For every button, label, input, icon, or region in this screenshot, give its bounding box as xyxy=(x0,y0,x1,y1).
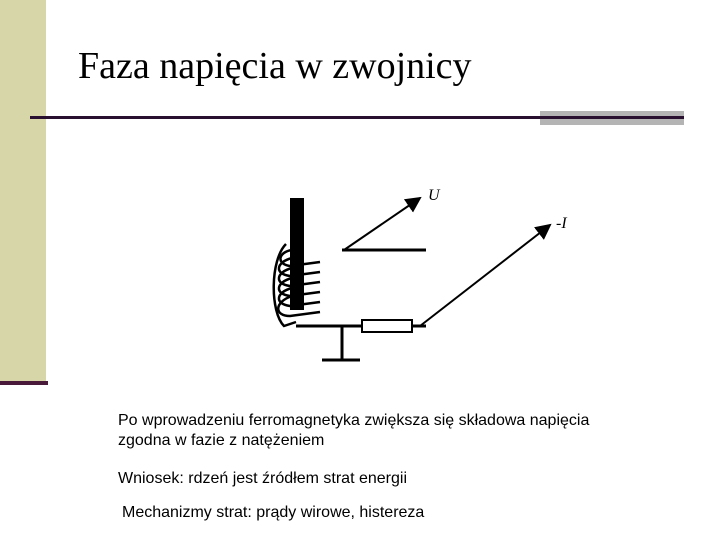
voltage-vector-arrow xyxy=(344,198,420,250)
slide-title: Faza napięcia w zwojnicy xyxy=(78,45,472,87)
voltage-label: U xyxy=(428,187,440,204)
resistor xyxy=(362,320,412,332)
paragraph-2: Wniosek: rdzeń jest źródłem strat energii xyxy=(118,470,407,487)
current-vector-arrow xyxy=(420,225,550,326)
paragraph-1: Po wprowadzeniu ferromagnetyka zwiększa się składowa napięcia zgodna w fazie z natężeniem xyxy=(118,412,590,449)
current-label: -I xyxy=(556,215,567,232)
paragraph-3: Mechanizmy strat: prądy wirowe, histereza xyxy=(122,504,425,521)
